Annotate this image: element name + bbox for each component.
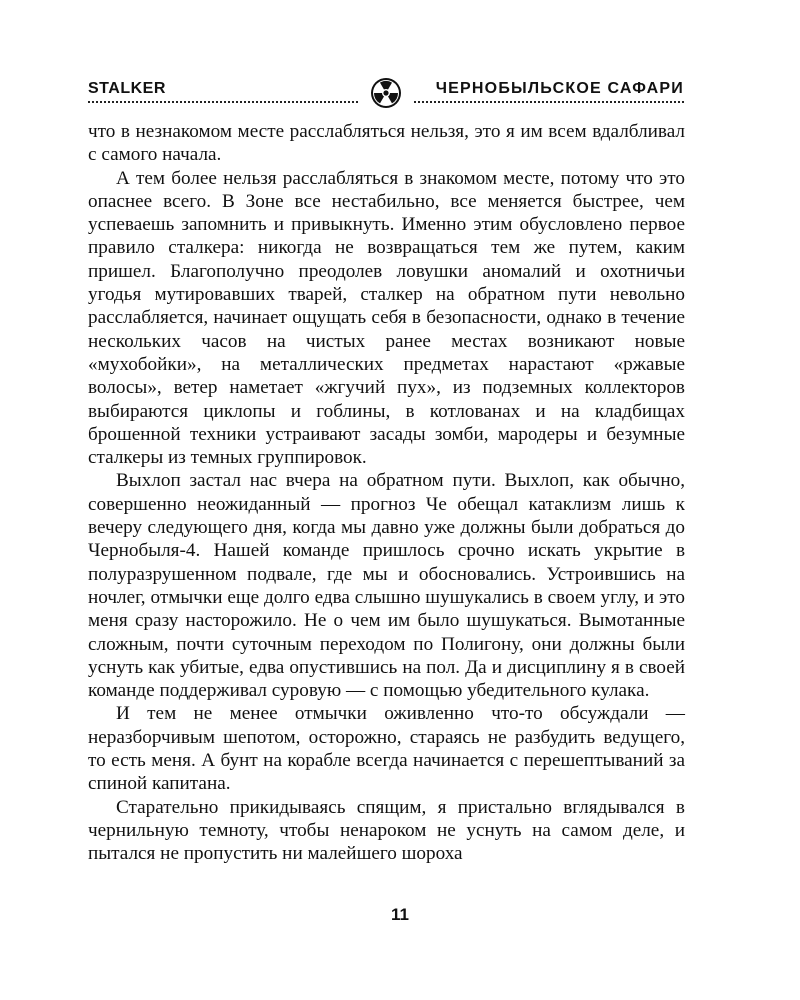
body-text bbox=[88, 120, 685, 866]
series-title: STALKER bbox=[88, 80, 166, 97]
paragraph: Выхлоп застал нас вчера на обратном пути. Выхлоп, как обычно, совершенно неожиданный — прогноз Че обещал катаклизм лишь к вечеру следующего дня, когда мы давно уже должны были добраться до Чернобыля-4. Нашей команде пришлось срочно искать укрытие в полуразрушенном подвале, где мы и обосновались. Устроившись на ночлег, отмычки еще долго едва слышно шушукались в своем углу, и это меня сразу насторожило. Не о чем им было шушукаться. Вымотанные сложным, почти суточным переходом по Полигону, они должны были уснуть как убитые, едва опустившись на пол. Да и дисциплину я в своей команде поддерживал суровую — с помощью убедительного кулака. bbox=[88, 470, 685, 702]
paragraph: И тем не менее отмычки оживленно что-то обсуждали — неразборчивым шепотом, осторожно, стараясь не разбудить ведущего, то есть меня. А бунт на корабле всегда начинается с перешептываний за спиной капитана. bbox=[88, 703, 685, 795]
paragraph: А тем более нельзя расслабляться в знакомом месте, потому что это опаснее всего. В Зоне все нестабильно, все меняется быстрее, чем успеваешь запомнить и привыкнуть. Именно этим обусловлено первое правило сталкера: никогда не возвращаться тем же путем, каким пришел. Благополучно преодолев ловушки аномалий и охотничьи угодья мутировавших тварей, сталкер на обратном пути невольно расслабляется, начинает ощущать себя в безопасности, однако в течение нескольких часов на чистых ранее местах возникают новые «мухобойки», на металлических предметах нарастают «ржавые волосы», ветер наметает «жгучий пух», из подземных коллекторов выбираются циклопы и гоблины, в котлованах и на кладбищах брошенной техники устраивают засады зомби, мародеры и безумные сталкеры из темных группировок. bbox=[88, 167, 685, 469]
paragraph: Старательно прикидываясь спящим, я пристально вглядывался в чернильную темноту, чтобы ненароком не уснуть на самом деле, и пытался не пропустить ни малейшего шороха bbox=[88, 796, 685, 865]
paragraph: что в незнакомом месте расслабляться нельзя, это я им всем вдалбливал с самого начала. bbox=[88, 121, 685, 166]
header-dotted-rule-right bbox=[414, 101, 684, 103]
radiation-icon bbox=[370, 77, 402, 109]
page-number: 11 bbox=[391, 905, 409, 924]
running-header bbox=[88, 76, 684, 106]
header-dotted-rule-left bbox=[88, 101, 358, 103]
book-title: ЧЕРНОБЫЛЬСКОЕ САФАРИ bbox=[435, 80, 684, 97]
